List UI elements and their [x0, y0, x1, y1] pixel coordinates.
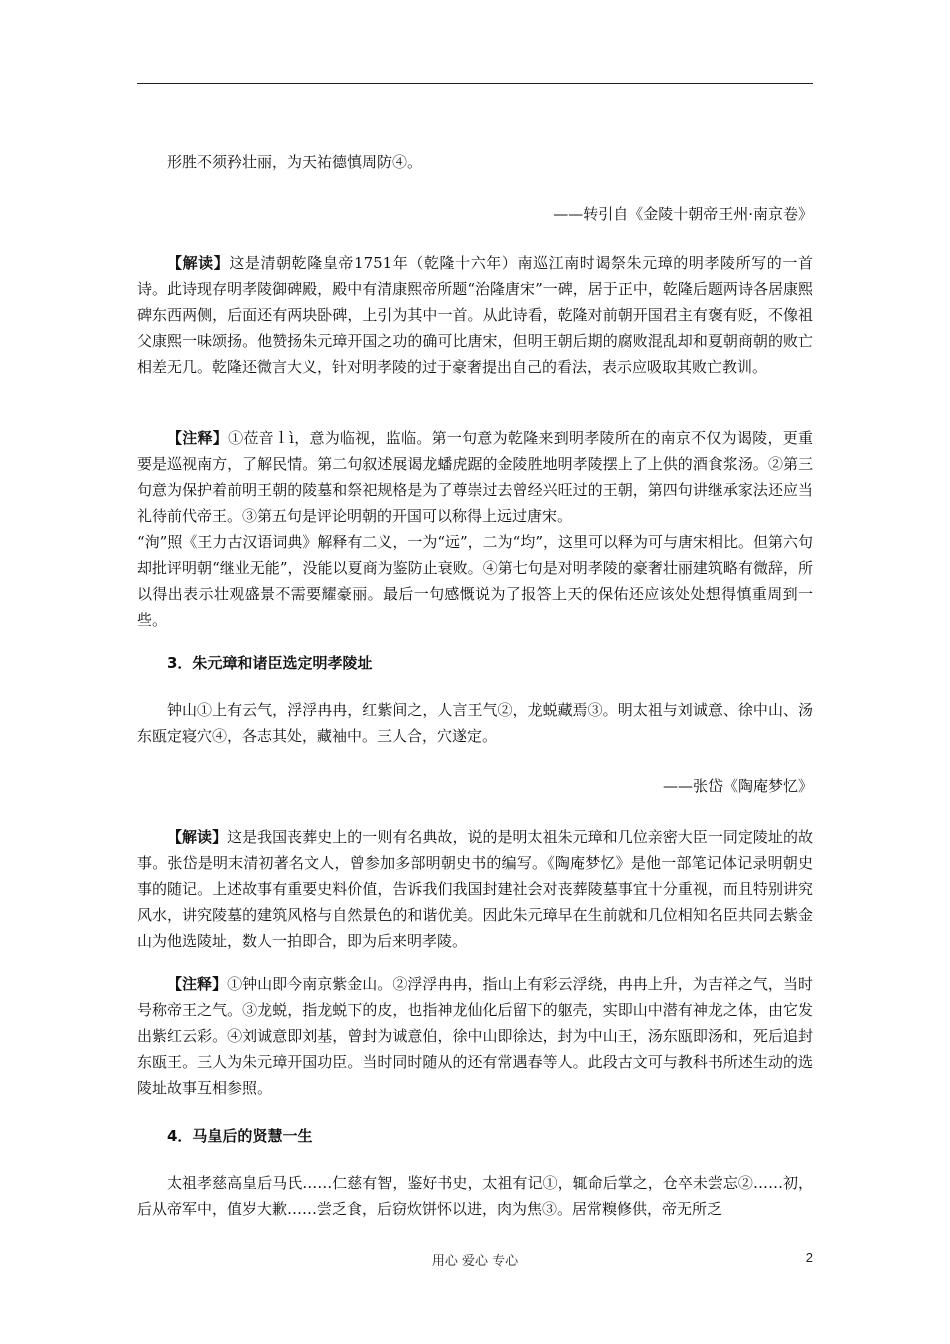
- jiedu-text: 这是清朝乾隆皇帝1751年（乾隆十六年）南巡江南时谒祭朱元璋的明孝陵所写的一首诗。此诗现存明孝陵御碑殿，殿中有清康熙帝所题“治隆唐宋”一碑，居于正中，乾隆后题两诗各居康熙碑东西两侧，后面还有两块卧碑，上引为其中一首。从此诗看，乾隆对前朝开国君主有褒有贬，不像祖父康熙一味颂扬。他赞扬朱元璋开国之功的确可比唐宋，但明王朝后期的腐败混乱却和夏朝商朝的败亡相差无几。乾隆还微言大义，针对明孝陵的过于豪奢提出自己的看法，表示应吸取其败亡教训。: [137, 254, 813, 376]
- section4-heading: 4．马皇后的贤慧一生: [167, 1127, 313, 1145]
- section3-source: [137, 697, 813, 749]
- section3-zhushi: [137, 971, 813, 1101]
- zhushi-text: ①钟山即今南京紫金山。②浮浮冉冉，指山上有彩云浮绕，冉冉上升，为吉祥之气，当时号称帝王之气。③龙蜕，指龙蜕下的皮，也指神龙仙化后留下的躯壳，实即山中潜有神龙之体，由它发出紫红云彩。④刘诚意即刘基，曾封为诚意伯，徐中山即徐达，封为中山王，汤东瓯即汤和，死后追封东瓯王。三人为朱元璋开国功臣。当时同时随从的还有常遇春等人。此段古文可与教科书所述生动的选陵址故事互相参照。: [137, 975, 813, 1097]
- jiedu-text: 这是我国丧葬史上的一则有名典故，说的是明太祖朱元璋和几位亲密大臣一同定陵址的故事。张岱是明末清初著名文人，曾参加多部明朝史书的编写。《陶庵梦忆》是他一部笔记体记录明朝史事的随记。上述故事有重要史料价值，告诉我们我国封建社会对丧葬陵墓事宜十分重视，而且特别讲究风水，讲究陵墓的建筑风格与自然景色的和谐优美。因此朱元璋早在生前就和几位相知名臣共同去紫金山为他选陵址，数人一拍即合，即为后来明孝陵。: [137, 828, 813, 950]
- zhushi-label: 【注释】: [167, 975, 228, 993]
- jiedu-label: 【解读】: [167, 828, 228, 846]
- zhushi-paragraph: [137, 425, 813, 529]
- citation-2: ——张岱《陶庵梦忆》: [662, 777, 813, 795]
- source-text: 太祖孝慈高皇后马氏……仁慈有智，鉴好书史，太祖有记①，辄命后掌之，仓卒未尝忘②……初，后从帝军中，值岁大歉……尝乏食，后窃炊饼怀以进，肉为焦③。居常糗修供，帝无所乏: [137, 1174, 813, 1218]
- section2-jiedu: [137, 250, 813, 380]
- zhushi-paragraph: [137, 971, 813, 1101]
- page-number: 2: [805, 1250, 813, 1265]
- zhushi-continuation: “洵”照《王力古汉语词典》解释有二义，一为“远”，二为“均”，这里可以释为可与唐宋相比。但第六句却批评明朝“继业无能”，没能以夏商为鉴防止衰败。④第七句是对明孝陵的豪奢壮丽建筑略有微辞，所以得出表示壮观盛景不需要耀豪丽。最后一句感慨说为了报答上天的保佑还应该处处想得慎重周到一些。: [137, 533, 814, 629]
- poem-line: [137, 149, 813, 175]
- jiedu-paragraph: [137, 824, 813, 954]
- section4-source: [137, 1170, 813, 1222]
- jiedu-paragraph: [137, 250, 813, 380]
- section2-zhushi: [137, 425, 813, 633]
- zhushi-text-1: ①莅音ｌì，意为临视，监临。第一句意为乾隆来到明孝陵所在的南京不仅为谒陵，更重要是巡视南方，了解民情。第二句叙述展谒龙蟠虎踞的金陵胜地明孝陵摆上了上供的酒食浆汤。②第三句意为保护着前明王朝的陵墓和祭祀规格是为了尊崇过去曾经兴旺过的王朝，第四句讲继承家法还应当礼待前代帝王。③第五句是评论明朝的开国可以称得上远过唐宋。: [137, 429, 813, 525]
- poem-last-line: 形胜不须矜壮丽，为天祐德慎周防④。: [167, 153, 423, 171]
- section3-heading: 3．朱元璋和诸臣选定明孝陵址: [167, 654, 373, 672]
- jiedu-label: 【解读】: [167, 254, 230, 272]
- section3-jiedu: [137, 824, 813, 954]
- citation-1: ——转引自《金陵十朝帝王州·南京卷》: [553, 205, 813, 223]
- source-text: 钟山①上有云气，浮浮冉冉，红紫间之，人言王气②，龙蜕藏焉③。明太祖与刘诚意、徐中山、汤东瓯定寝穴④，各志其处，藏袖中。三人合，穴遂定。: [137, 701, 813, 745]
- zhushi-label: 【注释】: [167, 429, 229, 447]
- footer-motto: 用心 爱心 专心: [431, 1254, 519, 1269]
- header-rule: [137, 83, 813, 84]
